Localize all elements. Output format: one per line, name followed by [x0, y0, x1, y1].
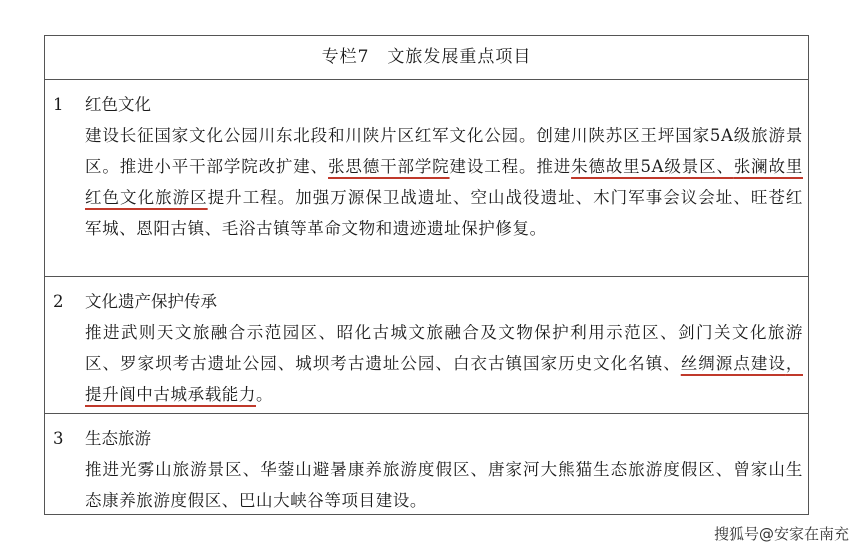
section-heading: 生态旅游: [85, 429, 151, 448]
section-body: [85, 317, 803, 410]
section-heritage: [45, 277, 808, 414]
body-text: 提升工程。加强万源保卫战遗址、空山战役遗址、木门军事会议会址、旺苍红军城、恩阳古镇、毛浴古镇等革命文物和遗迹遗址保护修复。: [85, 188, 803, 238]
table-title: 专栏7 文旅发展重点项目: [45, 36, 808, 80]
section-number: 1: [53, 95, 64, 114]
body-text: 建设长征国家文化公园川东北段和川陕片区红军文化公园。创建川陕苏区王坪国家5A级旅游景区。推进小平干部学院改扩建、: [85, 126, 803, 176]
highlighted-text: 张思德干部学院: [328, 157, 450, 176]
body-text: 、: [716, 157, 734, 176]
section-number: 2: [53, 292, 64, 311]
section-eco-tourism: [45, 414, 808, 515]
body-text: 推进光雾山旅游景区、华蓥山避暑康养旅游度假区、唐家河大熊猫生态旅游度假区、曾家山生态康养旅游度假区、巴山大峡谷等项目建设。: [85, 460, 803, 510]
section-body: [85, 454, 803, 516]
project-table: [44, 35, 809, 515]
section-body: [85, 120, 803, 244]
body-text: 建设工程。推进: [449, 157, 572, 176]
section-heading: 红色文化: [85, 95, 151, 114]
body-text: 。: [256, 385, 274, 404]
body-text: ，: [785, 354, 803, 373]
section-red-culture: [45, 80, 808, 277]
highlighted-text: 朱德故里5A级景区: [571, 157, 717, 176]
highlighted-text: 丝绸源点建设: [680, 354, 786, 373]
highlighted-text: 张澜故里红色文化旅游区: [85, 157, 803, 207]
section-heading: 文化遗产保护传承: [85, 292, 217, 311]
watermark: 搜狐号@安家在南充: [713, 525, 849, 543]
highlighted-text: 提升阆中古城承载能力: [85, 385, 256, 404]
section-number: 3: [53, 429, 64, 448]
body-text: 推进武则天文旅融合示范园区、昭化古城文旅融合及文物保护利用示范区、剑门关文化旅游区、罗家坝考古遗址公园、城坝考古遗址公园、白衣古镇国家历史文化名镇、: [85, 323, 803, 373]
